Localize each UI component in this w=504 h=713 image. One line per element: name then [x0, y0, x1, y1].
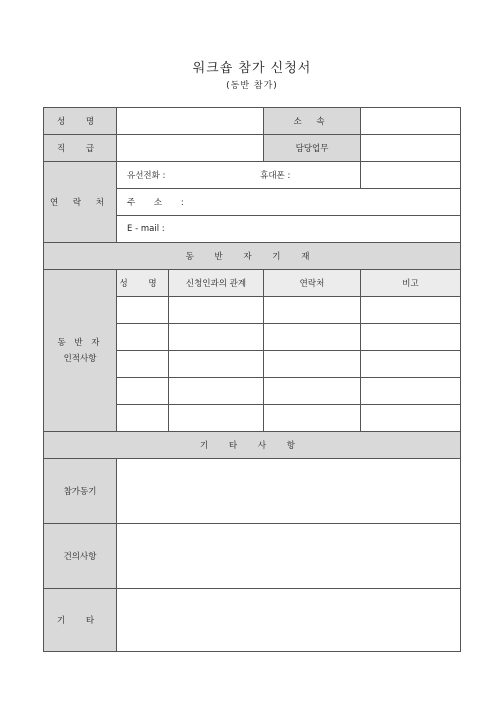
companion-relation-cell[interactable] [169, 324, 264, 351]
companion-col-contact: 연락처 [264, 270, 361, 297]
companion-name-cell[interactable] [117, 405, 169, 432]
email-field[interactable] [117, 216, 461, 243]
companion-section-header: 동 반 자 기 재 [44, 243, 461, 270]
motive-field[interactable] [117, 459, 461, 524]
companion-name-cell[interactable] [117, 378, 169, 405]
companion-relation-cell[interactable] [169, 378, 264, 405]
companion-note-cell[interactable] [361, 351, 461, 378]
other-section-header: 기 타 사 항 [44, 432, 461, 459]
row-suggestion [44, 524, 461, 589]
companion-note-cell[interactable] [361, 405, 461, 432]
companion-relation-cell[interactable] [169, 405, 264, 432]
companion-relation-cell[interactable] [169, 297, 264, 324]
position-field[interactable] [117, 135, 264, 162]
suggestion-label: 건의사항 [44, 524, 117, 589]
companion-col-note: 비고 [361, 270, 461, 297]
row-motive [44, 459, 461, 524]
companion-contact-cell[interactable] [264, 297, 361, 324]
row-position [44, 135, 461, 162]
companion-contact-cell[interactable] [264, 351, 361, 378]
duty-label: 담당업무 [264, 135, 361, 162]
mobile-field[interactable] [361, 162, 461, 189]
companion-relation-cell[interactable] [169, 351, 264, 378]
email-label: E - mail : [127, 224, 165, 234]
duty-field[interactable] [361, 135, 461, 162]
companion-label [44, 270, 117, 432]
companion-col-name: 성 명 [117, 270, 169, 297]
companion-label-line-2: 인적사항 [63, 353, 97, 364]
motive-label: 참가동기 [44, 459, 117, 524]
document-title: 워크숍 참가 신청서 [192, 61, 312, 76]
row-phone [44, 162, 461, 189]
application-form [43, 107, 461, 652]
companion-name-cell[interactable] [117, 297, 169, 324]
etc-label: 기 타 [44, 589, 117, 652]
companion-col-relation: 신청인과의 관계 [169, 270, 264, 297]
contact-label: 연 락 처 [44, 162, 117, 243]
companion-contact-cell[interactable] [264, 378, 361, 405]
etc-field[interactable] [117, 589, 461, 652]
name-field[interactable] [117, 108, 264, 135]
position-label: 직 급 [44, 135, 117, 162]
companion-note-cell[interactable] [361, 324, 461, 351]
companion-name-cell[interactable] [117, 324, 169, 351]
affiliation-field[interactable] [361, 108, 461, 135]
phone-field[interactable] [117, 162, 361, 189]
suggestion-field[interactable] [117, 524, 461, 589]
address-label: 주 소 : [127, 198, 192, 208]
affiliation-label: 소 속 [264, 108, 361, 135]
name-label: 성 명 [44, 108, 117, 135]
companion-contact-cell[interactable] [264, 405, 361, 432]
companion-name-cell[interactable] [117, 351, 169, 378]
companion-note-cell[interactable] [361, 297, 461, 324]
row-name [44, 108, 461, 135]
row-other-header [44, 432, 461, 459]
phone-label: 유선전화 : [127, 171, 166, 181]
companion-label-line-1: 동 반 자 [57, 337, 103, 348]
row-etc [44, 589, 461, 652]
row-companion-header [44, 243, 461, 270]
companion-note-cell[interactable] [361, 378, 461, 405]
companion-contact-cell[interactable] [264, 324, 361, 351]
address-field[interactable] [117, 189, 461, 216]
document-subtitle: (동반 참가) [226, 81, 278, 91]
row-companion-columns [44, 270, 461, 297]
mobile-label: 휴대폰 : [260, 171, 291, 181]
